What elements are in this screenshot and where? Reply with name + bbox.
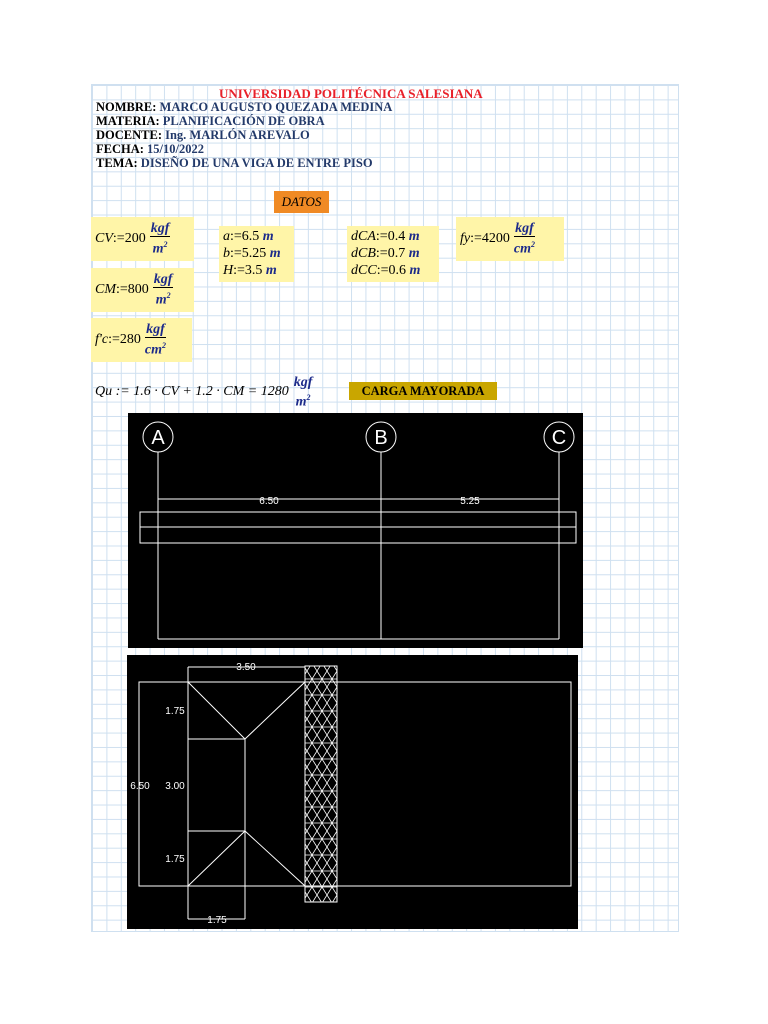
hatched-beam <box>305 666 337 902</box>
header-tema: TEMA: DISEÑO DE UNA VIGA DE ENTRE PISO <box>96 156 373 170</box>
axis-label-a: A <box>151 427 165 449</box>
axis-label-c: C <box>551 427 567 449</box>
span-label-ab: 6.50 <box>259 496 279 507</box>
dist-dcb: dCB := 0.7 m <box>351 245 420 261</box>
header-docente: DOCENTE: Ing. MARLÓN AREVALO <box>96 128 310 142</box>
dist-dca: dCA := 0.4 m <box>351 228 420 244</box>
beam-span-drawing <box>128 413 583 648</box>
plan-outline <box>139 682 571 886</box>
cv-equation: CV := 200 $\frac{\text{kgf}}{m^2}$ <box>95 221 170 257</box>
header-materia: MATERIA: PLANIFICACIÓN DE OBRA <box>96 114 325 128</box>
dim-seg-bot-label: 1.75 <box>165 854 185 865</box>
dim-total-label: 6.50 <box>130 781 150 792</box>
dim-top-label: 3.50 <box>236 662 256 673</box>
dim-seg-top-label: 1.75 <box>165 706 185 717</box>
datos-label: DATOS <box>274 191 329 213</box>
carga-mayorada-label: CARGA MAYORADA <box>349 382 497 400</box>
dist-dcc: dCC := 0.6 m <box>351 262 421 278</box>
fc-equation: f'c := 280 $\frac{\text{kgf}}{cm^2}$ <box>95 322 167 358</box>
dim-seg-mid-label: 3.00 <box>165 781 185 792</box>
university-title: UNIVERSIDAD POLITÉCNICA SALESIANA <box>219 86 483 101</box>
dim-b: b := 5.25 m <box>223 245 281 261</box>
dim-h: H := 3.5 m <box>223 262 277 278</box>
slab-plan-drawing <box>127 655 578 929</box>
header-fecha: FECHA: 15/10/2022 <box>96 142 204 156</box>
dim-a: a := 6.5 m <box>223 228 274 244</box>
qu-equation: Qu := 1.6 · CV + 1.2 · CM = 1280 kgf $m^2$ <box>95 374 313 410</box>
span-label-bc: 5.25 <box>460 496 480 507</box>
axis-label-b: B <box>374 427 388 449</box>
cm-equation: CM := 800 $\frac{\text{kgf}}{m^2}$ <box>95 272 173 308</box>
header-nombre: NOMBRE: MARCO AUGUSTO QUEZADA MEDINA <box>96 100 393 114</box>
fy-equation: fy := 4200 $\frac{\text{kgf}}{cm^2}$ <box>460 221 536 257</box>
dim-bottom-label: 1.75 <box>207 915 227 926</box>
